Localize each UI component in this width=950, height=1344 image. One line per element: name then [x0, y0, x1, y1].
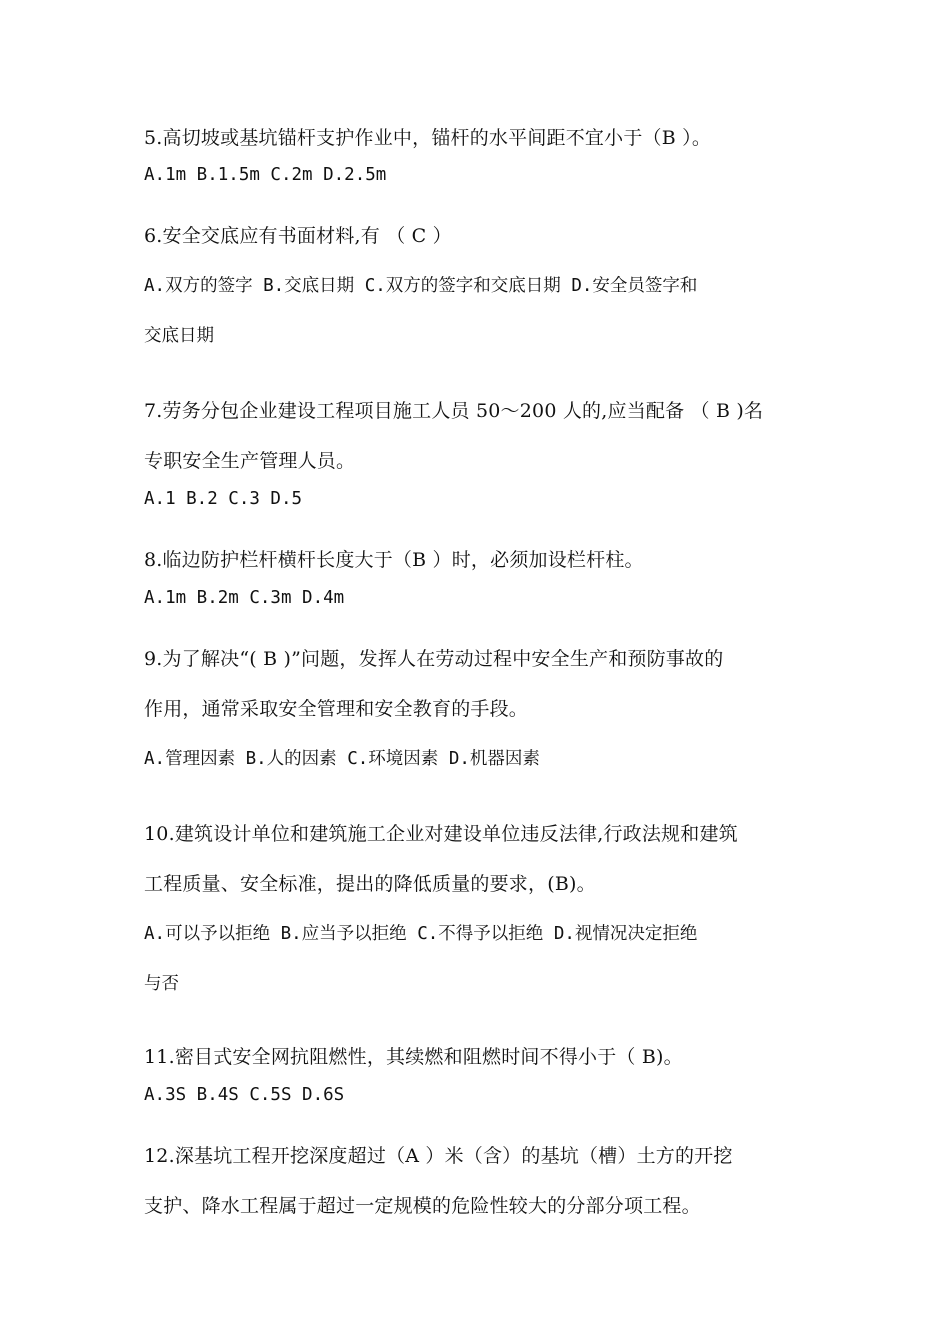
question-6-line-1: 6.安全交底应有书面材料,有 （ C ）	[144, 225, 452, 247]
question-11-options: A.3S B.4S C.5S D.6S	[144, 1085, 345, 1105]
question-9-line-2: 作用，通常采取安全管理和安全教育的手段。	[144, 698, 529, 720]
question-10-options-cont: 与否	[144, 974, 179, 994]
question-10-options: A.可以予以拒绝 B.应当予以拒绝 C.不得予以拒绝 D.视情况决定拒绝	[144, 924, 698, 944]
question-12-line-2: 支护、降水工程属于超过一定规模的危险性较大的分部分项工程。	[144, 1195, 701, 1217]
question-7-options: A.1 B.2 C.3 D.5	[144, 489, 303, 509]
question-9-options: A.管理因素 B.人的因素 C.环境因素 D.机器因素	[144, 749, 540, 769]
question-8-line-1: 8.临边防护栏杆横杆长度大于（B ）时，必须加设栏杆柱。	[144, 549, 644, 571]
question-10-line-1: 10.建筑设计单位和建筑施工企业对建设单位违反法律,行政法规和建筑	[144, 823, 738, 845]
question-11-line-1: 11.密目式安全网抗阻燃性，其续燃和阻燃时间不得小于（ B)。	[144, 1046, 683, 1068]
question-10-line-2: 工程质量、安全标准，提出的降低质量的要求，(B)。	[144, 873, 596, 895]
question-12-line-1: 12.深基坑工程开挖深度超过（A ）米（含）的基坑（槽）土方的开挖	[144, 1145, 733, 1167]
question-7-line-1: 7.劳务分包企业建设工程项目施工人员 50～200 人的,应当配备 （ B )名	[144, 400, 764, 422]
question-6-options: A.双方的签字 B.交底日期 C.双方的签字和交底日期 D.安全员签字和	[144, 276, 698, 296]
question-9-line-1: 9.为了解决“( B )”问题，发挥人在劳动过程中安全生产和预防事故的	[144, 648, 724, 670]
question-5-options: A.1m B.1.5m C.2m D.2.5m	[144, 165, 387, 185]
question-6-options-cont: 交底日期	[144, 326, 214, 346]
question-7-line-2: 专职安全生产管理人员。	[144, 450, 356, 472]
question-5-line-1: 5.高切坡或基坑锚杆支护作业中，锚杆的水平间距不宜小于（B ）。	[144, 127, 712, 149]
question-8-options: A.1m B.2m C.3m D.4m	[144, 588, 345, 608]
